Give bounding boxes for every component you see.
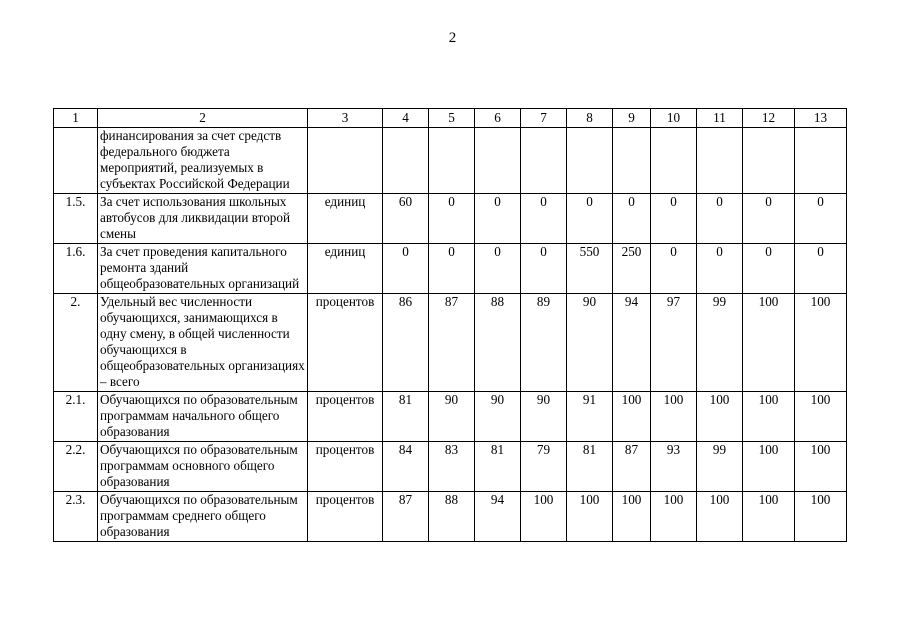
value-cell: 0 [743, 244, 795, 294]
column-header-1: 1 [54, 109, 98, 128]
value-cell: 550 [567, 244, 613, 294]
indicator-name: Обучающихся по образовательным программам среднего общего образования [98, 492, 308, 542]
indicator-name: За счет проведения капитального ремонта зданий общеобразовательных организаций [98, 244, 308, 294]
value-cell: 100 [613, 392, 651, 442]
value-cell: 0 [521, 244, 567, 294]
value-cell: 90 [567, 294, 613, 392]
value-cell: 100 [697, 492, 743, 542]
unit-cell: процентов [308, 294, 383, 392]
value-cell: 0 [567, 194, 613, 244]
row-number [54, 128, 98, 194]
value-cell: 0 [795, 244, 847, 294]
value-cell: 100 [795, 492, 847, 542]
value-cell: 81 [383, 392, 429, 442]
unit-cell: процентов [308, 442, 383, 492]
table-row [54, 442, 847, 492]
value-cell: 97 [651, 294, 697, 392]
row-number: 1.6. [54, 244, 98, 294]
value-cell: 100 [651, 392, 697, 442]
value-cell: 81 [567, 442, 613, 492]
indicator-name: Удельный вес численности обучающихся, занимающихся в одну смену, в общей численности обучающихся в общеобразовательных организациях – всего [98, 294, 308, 392]
indicators-table [53, 108, 847, 542]
value-cell: 91 [567, 392, 613, 442]
value-cell: 90 [521, 392, 567, 442]
value-cell [743, 128, 795, 194]
value-cell: 81 [475, 442, 521, 492]
value-cell: 83 [429, 442, 475, 492]
value-cell: 100 [795, 294, 847, 392]
column-header-11: 11 [697, 109, 743, 128]
indicator-name: Обучающихся по образовательным программам основного общего образования [98, 442, 308, 492]
value-cell: 100 [795, 392, 847, 442]
column-header-10: 10 [651, 109, 697, 128]
column-header-4: 4 [383, 109, 429, 128]
value-cell: 84 [383, 442, 429, 492]
value-cell: 93 [651, 442, 697, 492]
table-row [54, 392, 847, 442]
value-cell: 88 [429, 492, 475, 542]
value-cell [651, 128, 697, 194]
indicator-name: За счет использования школьных автобусов для ликвидации второй смены [98, 194, 308, 244]
value-cell: 100 [743, 492, 795, 542]
row-number: 2.3. [54, 492, 98, 542]
column-header-12: 12 [743, 109, 795, 128]
value-cell: 99 [697, 442, 743, 492]
table-body [54, 109, 847, 542]
value-cell: 60 [383, 194, 429, 244]
value-cell: 86 [383, 294, 429, 392]
value-cell: 0 [697, 244, 743, 294]
row-number: 2. [54, 294, 98, 392]
table-row [54, 492, 847, 542]
value-cell: 94 [475, 492, 521, 542]
table-row [54, 194, 847, 244]
table-row [54, 128, 847, 194]
value-cell: 100 [697, 392, 743, 442]
value-cell: 0 [697, 194, 743, 244]
value-cell: 87 [429, 294, 475, 392]
value-cell: 90 [475, 392, 521, 442]
column-header-8: 8 [567, 109, 613, 128]
unit-cell: процентов [308, 392, 383, 442]
value-cell [795, 128, 847, 194]
unit-cell: единиц [308, 244, 383, 294]
indicator-name: финансирования за счет средств федерального бюджета мероприятий, реализуемых в субъектах Российской Федерации [98, 128, 308, 194]
column-header-13: 13 [795, 109, 847, 128]
value-cell: 0 [475, 244, 521, 294]
value-cell: 87 [613, 442, 651, 492]
column-header-6: 6 [475, 109, 521, 128]
value-cell: 0 [429, 244, 475, 294]
value-cell: 0 [475, 194, 521, 244]
value-cell: 0 [651, 194, 697, 244]
value-cell: 0 [613, 194, 651, 244]
value-cell: 87 [383, 492, 429, 542]
column-header-3: 3 [308, 109, 383, 128]
value-cell [697, 128, 743, 194]
column-header-9: 9 [613, 109, 651, 128]
column-header-7: 7 [521, 109, 567, 128]
value-cell [383, 128, 429, 194]
value-cell: 100 [613, 492, 651, 542]
row-number: 2.2. [54, 442, 98, 492]
unit-cell: процентов [308, 492, 383, 542]
value-cell [567, 128, 613, 194]
unit-cell [308, 128, 383, 194]
value-cell: 100 [651, 492, 697, 542]
value-cell: 94 [613, 294, 651, 392]
value-cell: 250 [613, 244, 651, 294]
value-cell: 99 [697, 294, 743, 392]
value-cell: 100 [567, 492, 613, 542]
value-cell: 100 [521, 492, 567, 542]
unit-cell: единиц [308, 194, 383, 244]
column-header-5: 5 [429, 109, 475, 128]
table-row [54, 294, 847, 392]
value-cell [475, 128, 521, 194]
value-cell: 0 [383, 244, 429, 294]
value-cell: 88 [475, 294, 521, 392]
value-cell: 100 [743, 294, 795, 392]
value-cell: 79 [521, 442, 567, 492]
table-row [54, 244, 847, 294]
value-cell [521, 128, 567, 194]
row-number: 2.1. [54, 392, 98, 442]
table-header-row [54, 109, 847, 128]
value-cell: 0 [651, 244, 697, 294]
value-cell [613, 128, 651, 194]
value-cell: 0 [743, 194, 795, 244]
column-header-2: 2 [98, 109, 308, 128]
value-cell: 0 [795, 194, 847, 244]
indicator-name: Обучающихся по образовательным программам начального общего образования [98, 392, 308, 442]
value-cell: 90 [429, 392, 475, 442]
value-cell: 89 [521, 294, 567, 392]
value-cell [429, 128, 475, 194]
value-cell: 0 [429, 194, 475, 244]
value-cell: 0 [521, 194, 567, 244]
value-cell: 100 [795, 442, 847, 492]
value-cell: 100 [743, 392, 795, 442]
page-number: 2 [448, 30, 457, 46]
row-number: 1.5. [54, 194, 98, 244]
value-cell: 100 [743, 442, 795, 492]
